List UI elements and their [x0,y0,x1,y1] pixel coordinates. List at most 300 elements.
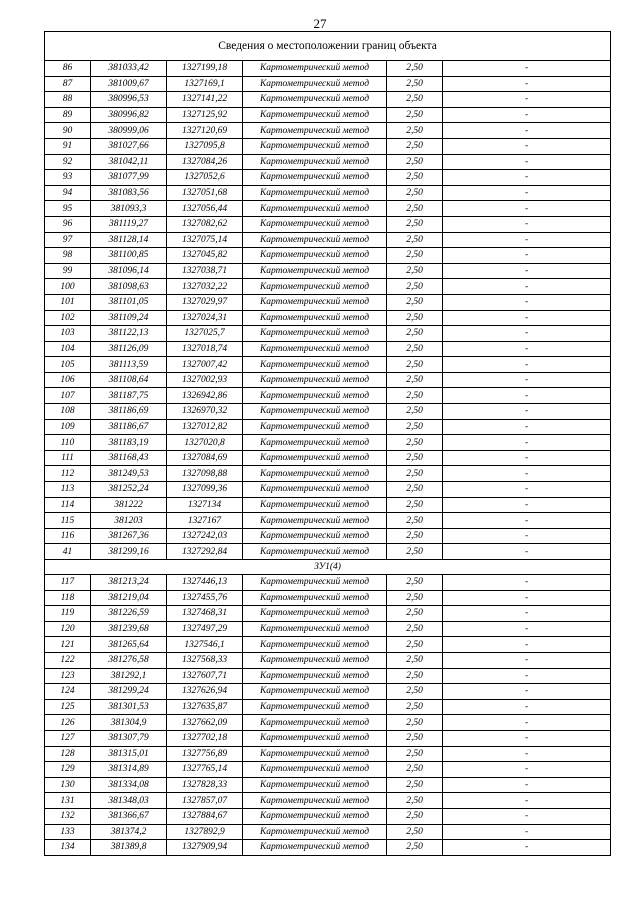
method-cell: Картометрический метод [243,170,387,186]
coordinate-y: 1327002,93 [167,372,243,388]
coordinate-y: 1327662,09 [167,715,243,731]
coordinate-y: 1327125,92 [167,107,243,123]
method-cell: Картометрический метод [243,450,387,466]
coordinate-x: 381301,53 [91,699,167,715]
description-cell: - [443,777,611,793]
method-cell: Картометрический метод [243,154,387,170]
point-number: 104 [45,341,91,357]
description-cell: - [443,762,611,778]
table-row [45,170,611,186]
coordinate-y: 1327134 [167,497,243,513]
method-cell: Картометрический метод [243,715,387,731]
table-row [45,372,611,388]
table-row [45,310,611,326]
table-row [45,357,611,373]
point-number: 105 [45,357,91,373]
point-number: 108 [45,404,91,420]
table-row [45,201,611,217]
table-row [45,61,611,77]
point-number: 102 [45,310,91,326]
description-cell: - [443,684,611,700]
section-row [45,560,611,575]
accuracy-cell: 2,50 [387,528,443,544]
point-number: 113 [45,482,91,498]
method-cell: Картометрический метод [243,326,387,342]
coordinate-x: 380999,06 [91,123,167,139]
description-cell: - [443,404,611,420]
description-cell: - [443,450,611,466]
method-cell: Картометрический метод [243,793,387,809]
description-cell: - [443,730,611,746]
coordinate-x: 381093,3 [91,201,167,217]
coordinate-y: 1327052,6 [167,170,243,186]
method-cell: Картометрический метод [243,824,387,840]
coordinate-y: 1327020,8 [167,435,243,451]
accuracy-cell: 2,50 [387,575,443,591]
coordinate-y: 1327025,7 [167,326,243,342]
description-cell: - [443,263,611,279]
coordinate-y: 1327084,26 [167,154,243,170]
method-cell: Картометрический метод [243,216,387,232]
point-number: 94 [45,185,91,201]
point-number: 131 [45,793,91,809]
point-number: 115 [45,513,91,529]
description-cell: - [443,310,611,326]
accuracy-cell: 2,50 [387,450,443,466]
description-cell: - [443,652,611,668]
coordinate-x: 381187,75 [91,388,167,404]
coordinate-x: 381366,67 [91,808,167,824]
accuracy-cell: 2,50 [387,482,443,498]
table-row [45,684,611,700]
method-cell: Картометрический метод [243,513,387,529]
table-row [45,154,611,170]
accuracy-cell: 2,50 [387,715,443,731]
table-row [45,294,611,310]
accuracy-cell: 2,50 [387,279,443,295]
point-number: 106 [45,372,91,388]
method-cell: Картометрический метод [243,92,387,108]
description-cell: - [443,138,611,154]
coordinate-y: 1327024,31 [167,310,243,326]
coordinate-x: 381168,43 [91,450,167,466]
coordinate-y: 1327546,1 [167,637,243,653]
accuracy-cell: 2,50 [387,621,443,637]
accuracy-cell: 2,50 [387,404,443,420]
method-cell: Картометрический метод [243,310,387,326]
point-number: 110 [45,435,91,451]
point-number: 97 [45,232,91,248]
description-cell: - [443,107,611,123]
table-row [45,513,611,529]
point-number: 96 [45,216,91,232]
coordinate-y: 1327012,82 [167,419,243,435]
description-cell: - [443,513,611,529]
description-cell: - [443,170,611,186]
table-row [45,699,611,715]
accuracy-cell: 2,50 [387,637,443,653]
point-number: 111 [45,450,91,466]
coordinate-x: 381213,24 [91,575,167,591]
coordinate-y: 1327702,18 [167,730,243,746]
description-cell: - [443,216,611,232]
coordinate-x: 381307,79 [91,730,167,746]
coordinate-x: 381239,68 [91,621,167,637]
coordinate-y: 1327167 [167,513,243,529]
table-row [45,652,611,668]
coordinate-y: 1326970,32 [167,404,243,420]
point-number: 118 [45,590,91,606]
accuracy-cell: 2,50 [387,154,443,170]
description-cell: - [443,746,611,762]
description-cell: - [443,92,611,108]
coordinate-x: 381222 [91,497,167,513]
point-number: 95 [45,201,91,217]
point-number: 112 [45,466,91,482]
point-number: 100 [45,279,91,295]
description-cell: - [443,388,611,404]
coordinate-y: 1327892,9 [167,824,243,840]
description-cell: - [443,123,611,139]
method-cell: Картометрический метод [243,419,387,435]
accuracy-cell: 2,50 [387,310,443,326]
coordinate-x: 381374,2 [91,824,167,840]
coordinate-x: 381098,63 [91,279,167,295]
coordinate-x: 380996,82 [91,107,167,123]
method-cell: Картометрический метод [243,357,387,373]
coordinate-x: 381042,11 [91,154,167,170]
table-row [45,279,611,295]
method-cell: Картометрический метод [243,746,387,762]
description-cell: - [443,61,611,77]
method-cell: Картометрический метод [243,248,387,264]
method-cell: Картометрический метод [243,808,387,824]
description-cell: - [443,201,611,217]
table-row [45,123,611,139]
accuracy-cell: 2,50 [387,497,443,513]
description-cell: - [443,497,611,513]
description-cell: - [443,606,611,622]
accuracy-cell: 2,50 [387,652,443,668]
coordinate-x: 381292,1 [91,668,167,684]
method-cell: Картометрический метод [243,528,387,544]
description-cell: - [443,824,611,840]
coordinate-x: 381108,64 [91,372,167,388]
point-number: 121 [45,637,91,653]
coordinate-y: 1327765,14 [167,762,243,778]
coordinate-y: 1327098,88 [167,466,243,482]
point-number: 119 [45,606,91,622]
coordinate-y: 1327497,29 [167,621,243,637]
accuracy-cell: 2,50 [387,123,443,139]
method-cell: Картометрический метод [243,185,387,201]
point-number: 132 [45,808,91,824]
table-row [45,248,611,264]
table-row [45,107,611,123]
table-row [45,263,611,279]
coordinate-x: 381113,59 [91,357,167,373]
coordinate-y: 1327018,74 [167,341,243,357]
table-row [45,840,611,856]
description-cell: - [443,185,611,201]
coordinate-x: 381348,03 [91,793,167,809]
description-cell: - [443,715,611,731]
table-row [45,138,611,154]
accuracy-cell: 2,50 [387,544,443,560]
coordinate-x: 381267,36 [91,528,167,544]
method-cell: Картометрический метод [243,762,387,778]
table-row [45,575,611,591]
coordinate-x: 381299,24 [91,684,167,700]
accuracy-cell: 2,50 [387,466,443,482]
coordinate-y: 1327607,71 [167,668,243,684]
coordinate-y: 1327007,42 [167,357,243,373]
accuracy-cell: 2,50 [387,590,443,606]
coordinate-y: 1327568,33 [167,652,243,668]
accuracy-cell: 2,50 [387,61,443,77]
coordinate-x: 381186,67 [91,419,167,435]
method-cell: Картометрический метод [243,404,387,420]
coordinate-y: 1327455,76 [167,590,243,606]
table-row [45,216,611,232]
accuracy-cell: 2,50 [387,357,443,373]
coordinate-y: 1327032,22 [167,279,243,295]
description-cell: - [443,590,611,606]
coordinate-y: 1327056,44 [167,201,243,217]
accuracy-cell: 2,50 [387,92,443,108]
point-number: 103 [45,326,91,342]
table-row [45,544,611,560]
coordinate-y: 1327120,69 [167,123,243,139]
table-row [45,435,611,451]
point-number: 120 [45,621,91,637]
description-cell: - [443,575,611,591]
table-row [45,715,611,731]
accuracy-cell: 2,50 [387,326,443,342]
table-row [45,730,611,746]
table-row [45,92,611,108]
description-cell: - [443,840,611,856]
coordinate-x: 381276,58 [91,652,167,668]
point-number: 114 [45,497,91,513]
accuracy-cell: 2,50 [387,699,443,715]
method-cell: Картометрический метод [243,76,387,92]
table-row [45,746,611,762]
accuracy-cell: 2,50 [387,777,443,793]
method-cell: Картометрический метод [243,201,387,217]
coordinate-y: 1327141,22 [167,92,243,108]
description-cell: - [443,372,611,388]
description-cell: - [443,154,611,170]
coordinate-y: 1327909,94 [167,840,243,856]
coordinate-y: 1327038,71 [167,263,243,279]
table-row [45,793,611,809]
description-cell: - [443,294,611,310]
coordinate-x: 381334,08 [91,777,167,793]
point-number: 126 [45,715,91,731]
table-row [45,777,611,793]
accuracy-cell: 2,50 [387,294,443,310]
table-row [45,482,611,498]
table-row [45,497,611,513]
description-cell: - [443,668,611,684]
coordinate-y: 1327169,1 [167,76,243,92]
method-cell: Картометрический метод [243,435,387,451]
coordinate-x: 381315,01 [91,746,167,762]
table-row [45,388,611,404]
coordinate-x: 380996,53 [91,92,167,108]
description-cell: - [443,76,611,92]
coordinate-x: 381299,16 [91,544,167,560]
accuracy-cell: 2,50 [387,216,443,232]
accuracy-cell: 2,50 [387,840,443,856]
coordinate-y: 1327084,69 [167,450,243,466]
method-cell: Картометрический метод [243,482,387,498]
method-cell: Картометрический метод [243,466,387,482]
coordinate-x: 381109,24 [91,310,167,326]
point-number: 127 [45,730,91,746]
coordinate-x: 381183,19 [91,435,167,451]
method-cell: Картометрический метод [243,777,387,793]
coordinate-y: 1327095,8 [167,138,243,154]
coordinate-x: 381265,64 [91,637,167,653]
method-cell: Картометрический метод [243,730,387,746]
description-cell: - [443,466,611,482]
description-cell: - [443,699,611,715]
coordinate-x: 381304,9 [91,715,167,731]
point-number: 133 [45,824,91,840]
table-row [45,528,611,544]
table-row [45,762,611,778]
coordinate-y: 1327199,18 [167,61,243,77]
accuracy-cell: 2,50 [387,668,443,684]
coordinate-y: 1327828,33 [167,777,243,793]
method-cell: Картометрический метод [243,637,387,653]
coordinate-x: 381100,85 [91,248,167,264]
description-cell: - [443,357,611,373]
accuracy-cell: 2,50 [387,808,443,824]
coordinate-y: 1327756,89 [167,746,243,762]
accuracy-cell: 2,50 [387,762,443,778]
method-cell: Картометрический метод [243,294,387,310]
table-title-row [45,32,611,61]
point-number: 117 [45,575,91,591]
point-number: 134 [45,840,91,856]
method-cell: Картометрический метод [243,107,387,123]
coordinate-y: 1327075,14 [167,232,243,248]
method-cell: Картометрический метод [243,699,387,715]
method-cell: Картометрический метод [243,61,387,77]
coordinate-y: 1327082,62 [167,216,243,232]
coordinate-y: 1327029,97 [167,294,243,310]
coordinate-x: 381101,05 [91,294,167,310]
point-number: 128 [45,746,91,762]
method-cell: Картометрический метод [243,341,387,357]
accuracy-cell: 2,50 [387,388,443,404]
method-cell: Картометрический метод [243,606,387,622]
coordinate-x: 381186,69 [91,404,167,420]
point-number: 125 [45,699,91,715]
description-cell: - [443,232,611,248]
accuracy-cell: 2,50 [387,684,443,700]
accuracy-cell: 2,50 [387,107,443,123]
point-number: 101 [45,294,91,310]
coordinate-y: 1327099,36 [167,482,243,498]
accuracy-cell: 2,50 [387,138,443,154]
coordinate-x: 381119,27 [91,216,167,232]
method-cell: Картометрический метод [243,575,387,591]
table-row [45,637,611,653]
coordinate-x: 381126,09 [91,341,167,357]
table-row [45,326,611,342]
method-cell: Картометрический метод [243,279,387,295]
accuracy-cell: 2,50 [387,793,443,809]
accuracy-cell: 2,50 [387,824,443,840]
table-row [45,808,611,824]
point-number: 91 [45,138,91,154]
method-cell: Картометрический метод [243,652,387,668]
coordinate-x: 381083,56 [91,185,167,201]
point-number: 86 [45,61,91,77]
point-number: 129 [45,762,91,778]
coordinate-y: 1327884,67 [167,808,243,824]
coordinate-y: 1327635,87 [167,699,243,715]
coordinate-y: 1327857,07 [167,793,243,809]
accuracy-cell: 2,50 [387,232,443,248]
accuracy-cell: 2,50 [387,76,443,92]
method-cell: Картометрический метод [243,497,387,513]
method-cell: Картометрический метод [243,668,387,684]
point-number: 41 [45,544,91,560]
description-cell: - [443,435,611,451]
table-row [45,76,611,92]
method-cell: Картометрический метод [243,263,387,279]
coordinate-x: 381122,13 [91,326,167,342]
accuracy-cell: 2,50 [387,341,443,357]
point-number: 107 [45,388,91,404]
accuracy-cell: 2,50 [387,435,443,451]
coordinate-x: 381249,53 [91,466,167,482]
point-number: 109 [45,419,91,435]
point-number: 87 [45,76,91,92]
coordinate-x: 381128,14 [91,232,167,248]
table-row [45,404,611,420]
point-number: 93 [45,170,91,186]
point-number: 123 [45,668,91,684]
method-cell: Картометрический метод [243,621,387,637]
description-cell: - [443,544,611,560]
coordinate-x: 381389,8 [91,840,167,856]
section-label: ЗУ1(4) [45,560,611,575]
coordinate-y: 1327446,13 [167,575,243,591]
table-row [45,232,611,248]
accuracy-cell: 2,50 [387,263,443,279]
description-cell: - [443,621,611,637]
description-cell: - [443,528,611,544]
table-title: Сведения о местоположении границ объекта [45,32,611,61]
method-cell: Картометрический метод [243,372,387,388]
method-cell: Картометрический метод [243,123,387,139]
accuracy-cell: 2,50 [387,513,443,529]
description-cell: - [443,808,611,824]
point-number: 88 [45,92,91,108]
table-row [45,450,611,466]
coordinate-y: 1327045,82 [167,248,243,264]
table-row [45,590,611,606]
accuracy-cell: 2,50 [387,248,443,264]
coordinate-x: 381009,67 [91,76,167,92]
coordinate-x: 381314,89 [91,762,167,778]
